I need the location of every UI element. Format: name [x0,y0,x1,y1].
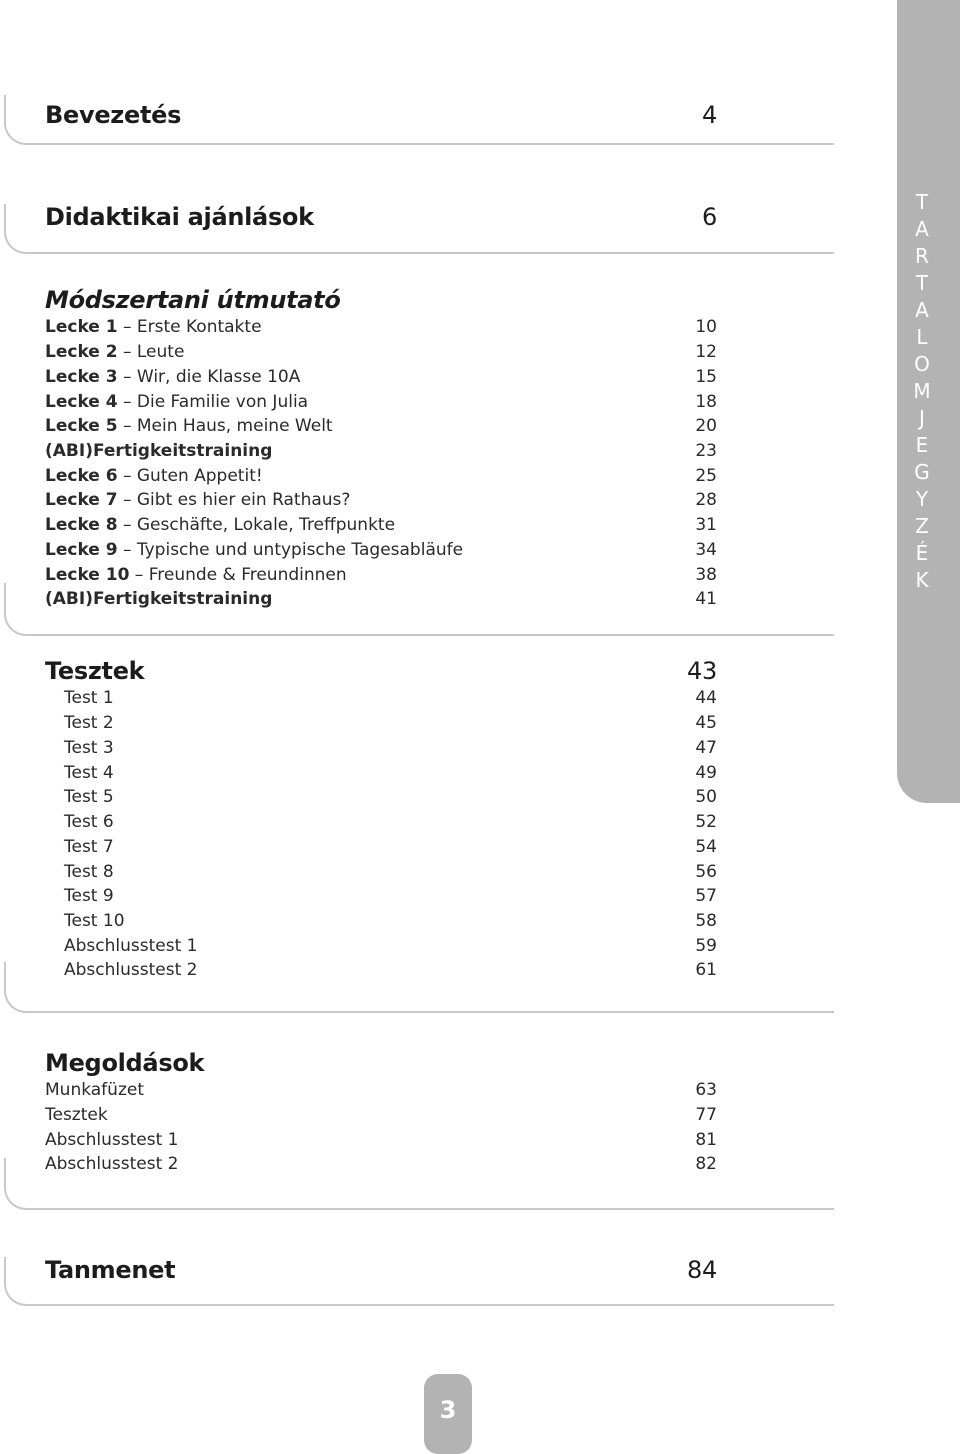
entry-title: Test 7 [64,837,114,857]
side-tab-letter: T [915,190,929,214]
side-tab-letter: M [913,379,931,403]
page-ref: 28 [695,490,717,510]
page-ref: 61 [695,960,717,980]
entry-title: Test 1 [64,688,114,708]
toc-entry[interactable] [45,738,717,762]
page-ref: 77 [695,1105,717,1125]
page-ref: 59 [695,936,717,956]
page-ref: 15 [695,367,717,387]
page-ref: 58 [695,911,717,931]
toc-entry[interactable] [45,713,717,737]
page-ref: 12 [695,342,717,362]
entry-title: Test 5 [64,787,114,807]
entry-title: Test 3 [64,738,114,758]
side-tab-letter: Z [915,514,929,538]
entry-title: Test 8 [64,862,114,882]
toc-entry[interactable] [45,367,717,391]
entry-title: Tesztek [45,1105,108,1125]
lecke-title: – Wir, die Klasse 10A [117,367,301,387]
toc-entry[interactable] [45,317,717,341]
lecke-number: Lecke 4 [45,392,118,412]
page-ref: 41 [695,589,717,609]
lecke-number: Lecke 3 [45,367,118,387]
entry-title: Abschlusstest 1 [45,1130,179,1150]
page-ref: 50 [695,787,717,807]
toc-entry[interactable] [45,837,717,861]
toc-entry[interactable] [45,911,717,935]
section-title: Megoldások [45,1049,205,1077]
entry-title: Test 6 [64,812,114,832]
page-ref: 63 [695,1080,717,1100]
toc-entry[interactable] [45,886,717,910]
side-tab-letter: O [914,352,930,376]
toc-entry[interactable] [45,1105,717,1129]
toc-entry[interactable] [45,1130,717,1154]
toc-entry[interactable] [45,960,717,984]
lecke-number: (ABI)Fertigkeitstraining [45,589,273,609]
side-tab-letter: G [914,460,930,484]
section-title: Didaktikai ajánlások [45,203,314,231]
side-tab-letter: É [915,541,929,565]
toc-entry[interactable] [45,416,717,440]
toc-entry[interactable] [45,688,717,712]
lecke-number: Lecke 10 [45,565,130,585]
page-ref: 56 [695,862,717,882]
toc-entry[interactable] [45,441,717,465]
lecke-title: – Freunde & Freundinnen [129,565,347,585]
section-title: Módszertani útmutató [45,286,341,314]
page-ref: 45 [695,713,717,733]
page-ref: 47 [695,738,717,758]
lecke-title: – Leute [117,342,185,362]
lecke-title: – Mein Haus, meine Welt [117,416,333,436]
page-ref: 82 [695,1154,717,1174]
side-tab-letter: A [915,298,929,322]
lecke-number: Lecke 5 [45,416,118,436]
page-ref: 49 [695,763,717,783]
toc-entry[interactable] [45,936,717,960]
lecke-title: – Guten Appetit! [117,466,263,486]
page-ref: 44 [695,688,717,708]
page-ref: 34 [695,540,717,560]
page-ref: 52 [695,812,717,832]
page-ref: 81 [695,1130,717,1150]
toc-entry[interactable] [45,515,717,539]
lecke-number: Lecke 9 [45,540,118,560]
lecke-title: – Typische und untypische Tagesabläufe [117,540,464,560]
page-ref: 4 [702,101,717,129]
page-ref: 57 [695,886,717,906]
page-ref: 6 [702,203,717,231]
page-ref: 38 [695,565,717,585]
page-ref: 18 [695,392,717,412]
lecke-title: – Die Familie von Julia [117,392,309,412]
section-title: Tesztek [45,657,145,685]
side-tab-letter: A [915,217,929,241]
side-tab-letter: T [915,271,929,295]
toc-entry[interactable] [45,589,717,613]
toc-entry[interactable] [45,466,717,490]
entry-title: Abschlusstest 1 [64,936,198,956]
lecke-number: (ABI)Fertigkeitstraining [45,441,273,461]
side-tab-letter: E [915,433,929,457]
entry-title: Test 9 [64,886,114,906]
entry-title: Abschlusstest 2 [45,1154,179,1174]
side-tab-letter: K [915,568,929,592]
page-number: 3 [439,1396,457,1424]
lecke-number: Lecke 6 [45,466,118,486]
page-ref: 25 [695,466,717,486]
toc-entry[interactable] [45,490,717,514]
entry-title: Munkafüzet [45,1080,144,1100]
toc-entry[interactable] [45,763,717,787]
page-ref: 20 [695,416,717,436]
toc-entry[interactable] [45,565,717,589]
toc-entry[interactable] [45,862,717,886]
side-tab-letter: R [915,244,929,268]
lecke-title: – Erste Kontakte [117,317,262,337]
lecke-number: Lecke 8 [45,515,118,535]
entry-title: Test 10 [64,911,125,931]
toc-entry[interactable] [45,342,717,366]
side-tab-letter: Y [915,487,929,511]
page-ref: 31 [695,515,717,535]
page-ref: 23 [695,441,717,461]
page-ref: 84 [687,1256,717,1284]
toc-entry[interactable] [45,787,717,811]
lecke-title: – Geschäfte, Lokale, Treffpunkte [117,515,396,535]
toc-entry[interactable] [45,540,717,564]
section-title: Bevezetés [45,101,182,129]
page-ref: 10 [695,317,717,337]
toc-heading-megoldasok [45,1049,717,1077]
page-ref: 54 [695,837,717,857]
side-tab-letter: L [916,325,928,349]
lecke-number: Lecke 1 [45,317,118,337]
toc-entry[interactable] [45,1080,717,1104]
toc-entry[interactable] [45,812,717,836]
entry-title: Test 2 [64,713,114,733]
toc-entry[interactable] [45,392,717,416]
lecke-number: Lecke 7 [45,490,118,510]
entry-title: Test 4 [64,763,114,783]
toc-entry-tanmenet[interactable] [45,1256,717,1284]
entry-title: Abschlusstest 2 [64,960,198,980]
toc-entry-didaktikai[interactable] [45,203,717,231]
side-tab-letter: J [919,406,925,430]
toc-entry-tesztek[interactable] [45,657,717,685]
toc-entry[interactable] [45,1154,717,1178]
page-ref: 43 [687,657,717,685]
lecke-title: – Gibt es hier ein Rathaus? [117,490,351,510]
section-title: Tanmenet [45,1256,176,1284]
toc-heading-modszertani [45,286,717,314]
lecke-number: Lecke 2 [45,342,118,362]
toc-entry-bevezetes[interactable] [45,101,717,129]
